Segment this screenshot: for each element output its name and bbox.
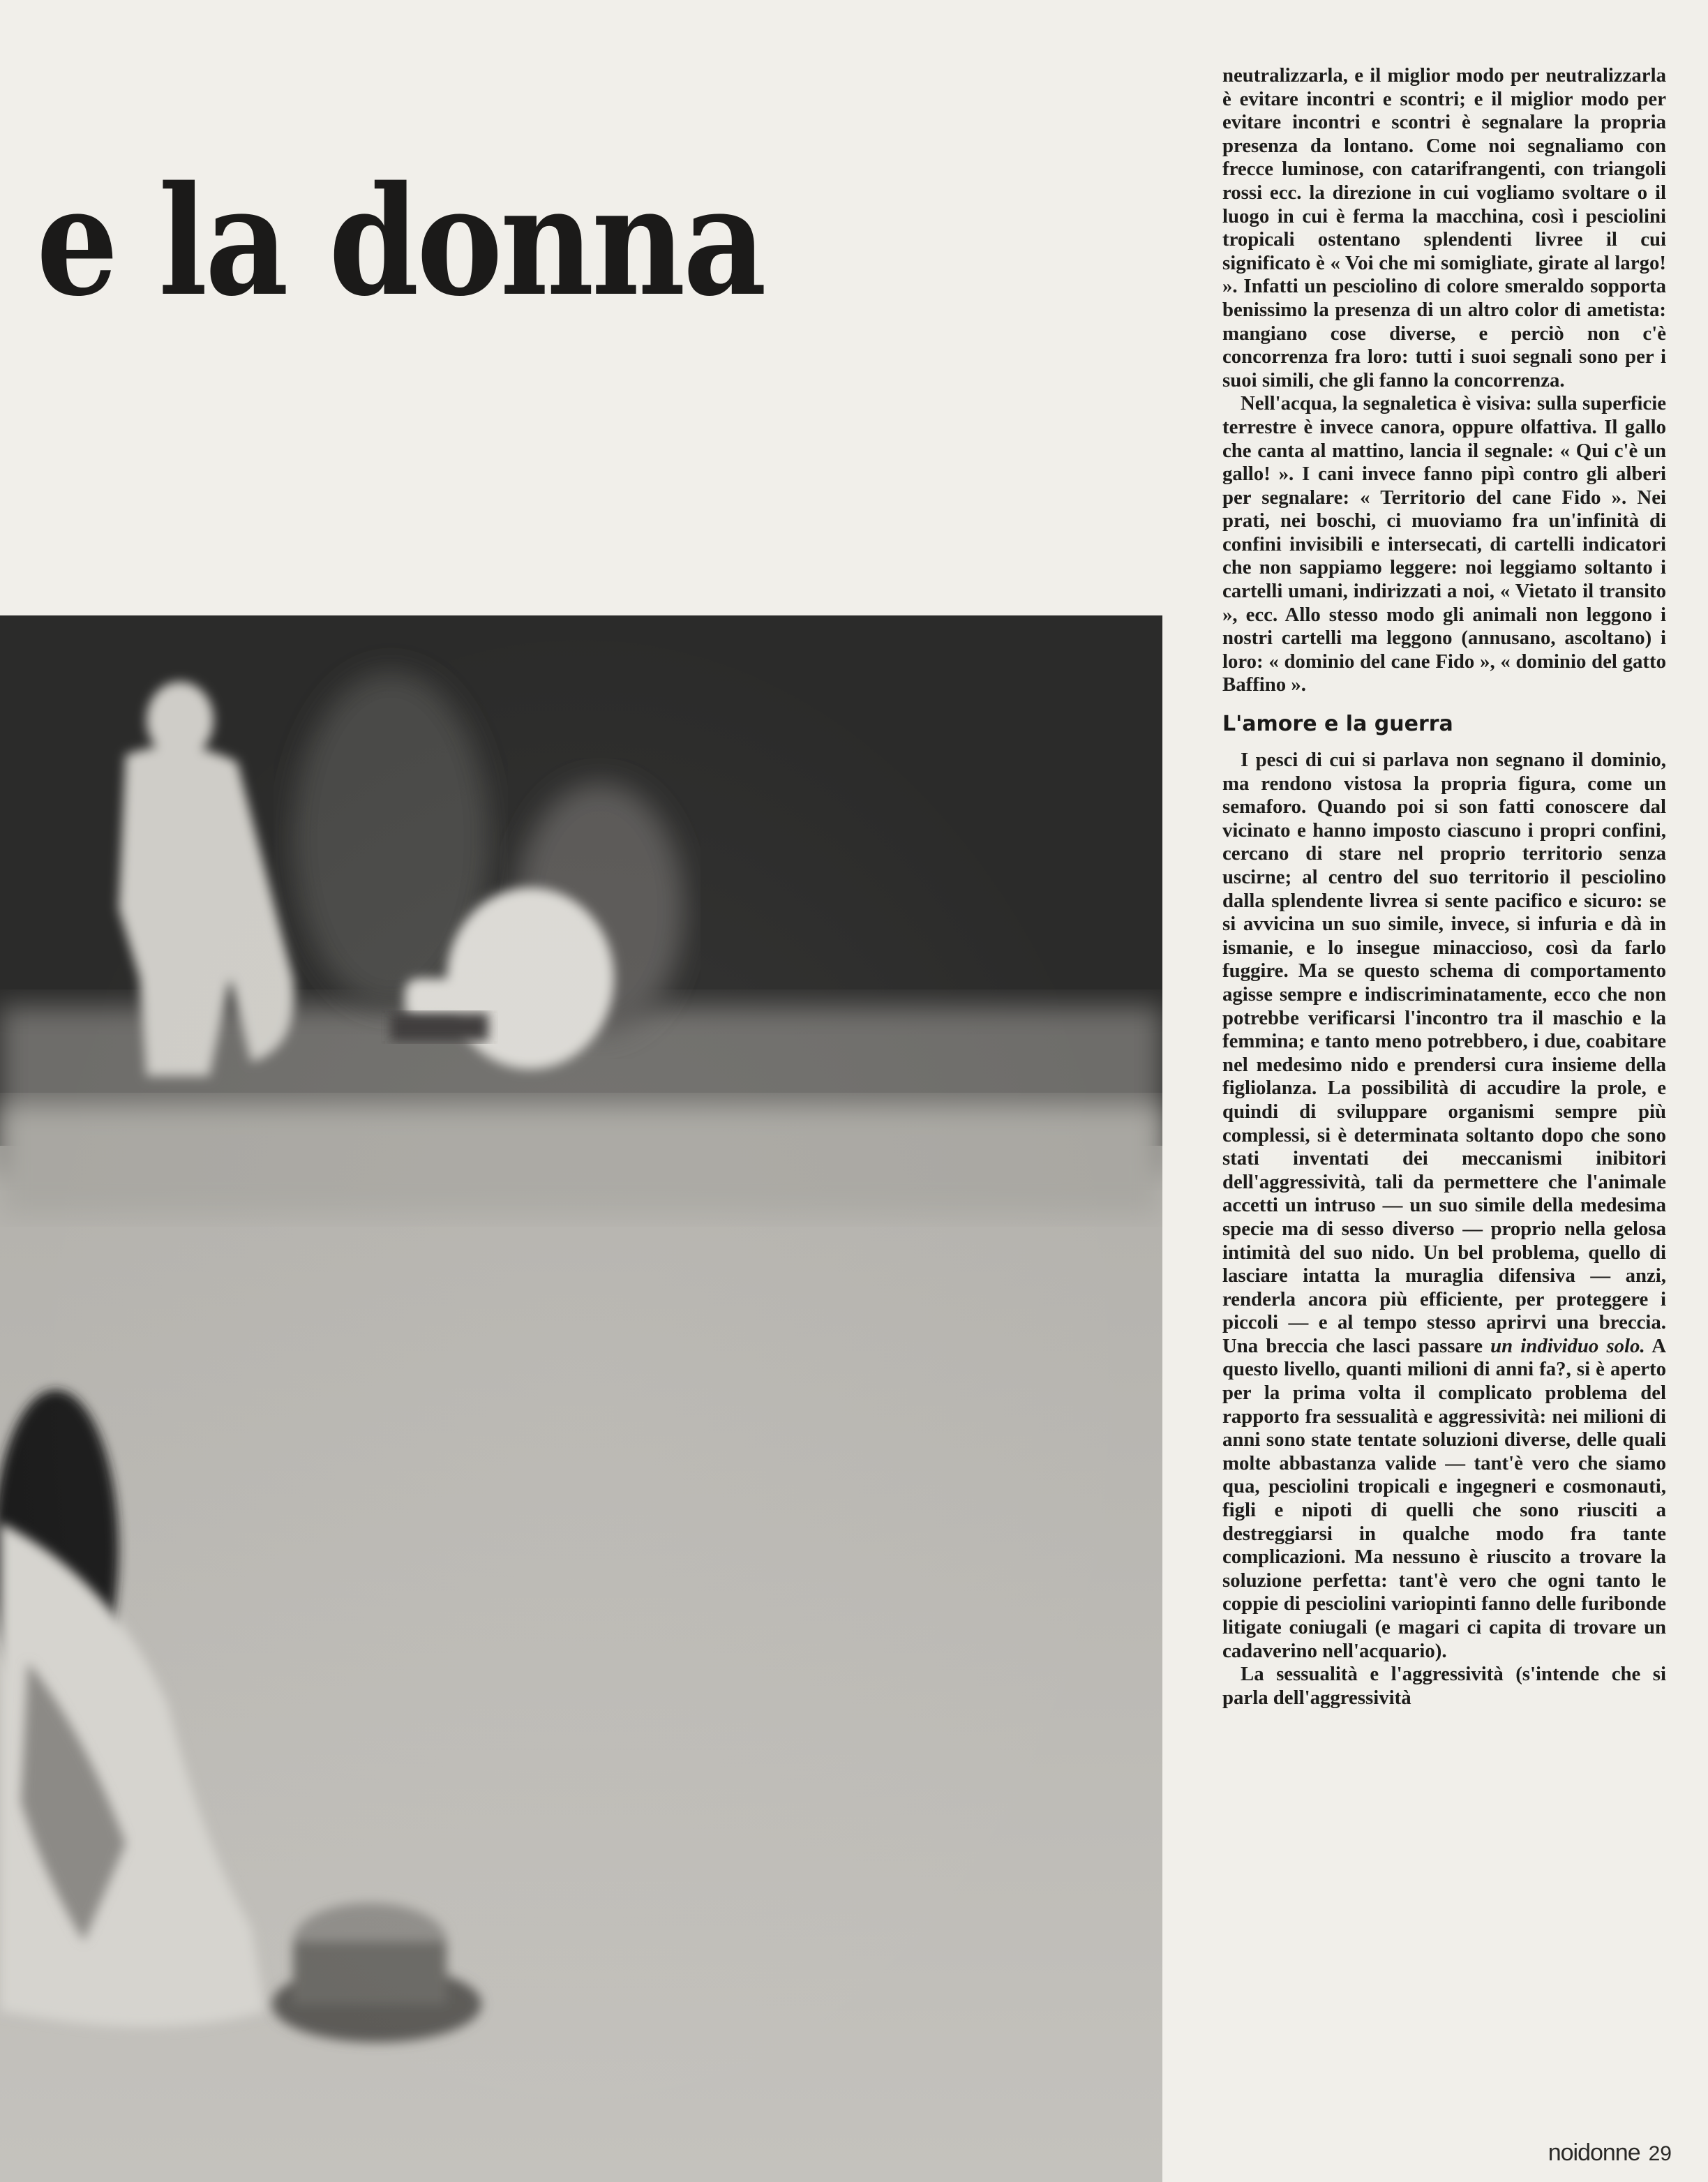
paragraph-1: neutralizzarla, e il miglior modo per neutralizzarla è evitare incontri e scontri; e il miglior modo per evitare incontri e scontri è segnalare la propria presenza da lontano. Come noi segnaliamo con frecce luminose, con catarifrangenti, con triangoli rossi ecc. la direzione in cui vogliamo svoltare o il luogo in cui è ferma la macchina, così i pesciolini tropicali ostentano splendenti livree il cui significato è « Voi che mi somigliate, girate al largo! ». Infatti un pesciolino di colore smeraldo sopporta benissimo la presenza di un altro color di ametista: mangiano cose diverse, e perciò non c'è concorrenza fra loro: tutti i suoi segnali sono per i suoi simili, che gli fanno la concorrenza.: [1222, 64, 1666, 391]
photo: [0, 615, 1162, 2182]
page-number: 29: [1648, 2142, 1672, 2165]
article-column: [1222, 64, 1666, 1710]
paragraph-2: Nell'acqua, la segnaletica è visiva: sulla superficie terrestre è invece canora, oppure olfattiva. Il gallo che canta al mattino, lancia il segnale: « Qui c'è un gallo! ». I cani invece fanno pipì contro gli alberi per segnalare: « Territorio del cane Fido ». Nei prati, nei boschi, ci muoviamo fra un'infinità di confini invisibili e intersecati, di cartelli indicatori che non sappiamo leggere: noi leggiamo soltanto i cartelli umani, indirizzati a noi, « Vietato il transito », ecc. Allo stesso modo gli animali non leggono i nostri cartelli ma leggono (annusano, ascoltano) i loro: « dominio del cane Fido », « dominio del gatto Baffino ».: [1222, 392, 1666, 696]
paragraph-4: La sessualità e l'aggressività (s'intende che si parla dell'aggressività: [1222, 1663, 1666, 1709]
section-subhead: L'amore e la guerra: [1222, 712, 1453, 737]
paragraph-3-italic: un individuo solo.: [1490, 1334, 1645, 1357]
paragraph-3-text: I pesci di cui si parlava non segnano il dominio, ma rendono vistosa la propria figura, come un semaforo. Quando poi si son fatti conoscere dal vicinato e hanno imposto ciascuno i propri confini, cercano di stare nel proprio territorio senza uscirne; al centro del suo territorio il pesciolino dalla splendente livrea si sente pacifico e sicuro: se si avvicina un suo simile, invece, si infuria e dà in ismanie, e lo insegue minaccioso, così da farlo fuggire. Ma se questo schema di comportamento agisse sempre e indiscriminatamente, ecco che non potrebbe verificarsi l'incontro tra il maschio e la femmina; e tanto meno potrebbero, i due, coabitare nel medesimo nido e prendersi cura insieme della figliolanza. La possibilità di accudire la prole, e quindi di sviluppare organismi sempre più complessi, si è determinata soltanto dopo che sono stati inventati dei meccanismi inibitori dell'aggressività, tali da permettere che l'animale accetti un intruso — un suo simile della medesima specie ma di sesso diverso — proprio nella gelosa intimità del suo nido. Un bel problema, quello di lasciare intatta la muraglia difensiva — anzi, renderla ancora più efficiente, per proteggere i piccoli — e al tempo stesso aprirvi una breccia. Una breccia che lasci passare: [1222, 749, 1666, 1357]
headline: e la donna: [36, 153, 765, 329]
page-footer: [1548, 2139, 1672, 2167]
paragraph-3: [1222, 749, 1666, 1663]
paragraph-3-continued: A questo livello, quanti milioni di anni fa?, si è aperto per la prima volta il complicato problema del rapporto fra sessualità e aggressività: nei milioni di anni sono state tentate soluzioni diverse, delle quali molte abbastanza valide — tant'è vero che siamo qua, pesciolini tropicali e ingegneri e cosmonauti, figli e nipoti di quelli che sono riusciti a destreggiarsi in qualche modo fra tante complicazioni. Ma nessuno è riuscito a trovare la soluzione perfetta: tant'è vero che ogni tanto le coppie di pesciolini variopinti fanno delle furibonde litigate coniugali (e magari ci capita di trovare un cadaverino nell'acquario).: [1222, 1334, 1666, 1662]
magazine-brand: noidonne: [1548, 2139, 1640, 2166]
photo-park-silhouettes-icon: [0, 615, 1162, 2182]
